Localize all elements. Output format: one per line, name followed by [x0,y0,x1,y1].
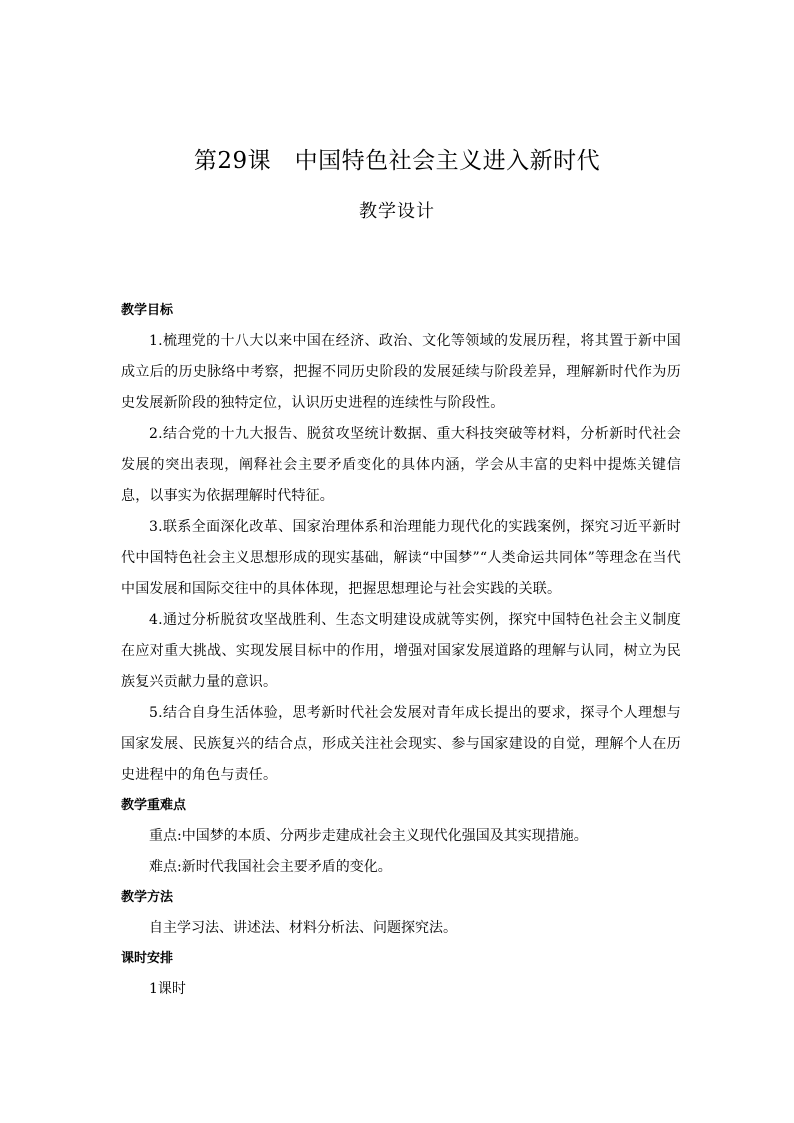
objective-item-3: 3.联系全面深化改革、国家治理体系和治理能力现代化的实践案例，探究习近平新时代中国特色社会主义思想形成的现实基础，解读“中国梦”“人类命运共同体”等理念在当代中国发展和国际交往中的具体体现，把握思想理论与社会实践的关联。 [121,519,681,597]
methods-text: 自主学习法、讲述法、材料分析法、问题探究法。 [149,920,457,936]
objective-item-1: 1.梳理党的十八大以来中国在经济、政治、文化等领域的发展历程，将其置于新中国成立后的历史脉络中考察，把握不同历史阶段的发展延续与阶段差异，理解新时代作为历史发展新阶段的独特定位，认识历史进程的连续性与阶段性。 [121,333,681,411]
section-heading-schedule: 课时安排 [121,951,174,966]
schedule-text: 1课时 [149,981,186,997]
objective-item-5: 5.结合自身生活体验，思考新时代社会发展对青年成长提出的要求，探寻个人理想与国家发展、民族复兴的结合点，形成关注社会现实、参与国家建设的自觉，理解个人在历史进程中的角色与责任。 [121,705,681,783]
document-body [121,296,681,1005]
key-point-difficulty: 难点:新时代我国社会主要矛盾的变化。 [149,859,392,875]
section-heading-key-points: 教学重难点 [121,798,187,813]
document-subtitle: 教学设计 [359,201,435,222]
section-heading-objectives: 教学目标 [121,303,174,318]
objective-item-4: 4.通过分析脱贫攻坚战胜利、生态文明建设成就等实例，探究中国特色社会主义制度在应对重大挑战、实现发展目标中的作用，增强对国家发展道路的理解与认同，树立为民族复兴贡献力量的意识。 [121,612,681,690]
section-heading-methods: 教学方法 [121,890,174,905]
document-title: 第29课 中国特色社会主义进入新时代 [193,148,601,174]
key-point-focus: 重点:中国梦的本质、分两步走建成社会主义现代化强国及其实现措施。 [149,828,588,844]
objective-item-2: 2.结合党的十九大报告、脱贫攻坚统计数据、重大科技突破等材料，分析新时代社会发展的突出表现，阐释社会主要矛盾变化的具体内涵，学会从丰富的史料中提炼关键信息，以事实为依据理解时代特征。 [121,426,681,504]
